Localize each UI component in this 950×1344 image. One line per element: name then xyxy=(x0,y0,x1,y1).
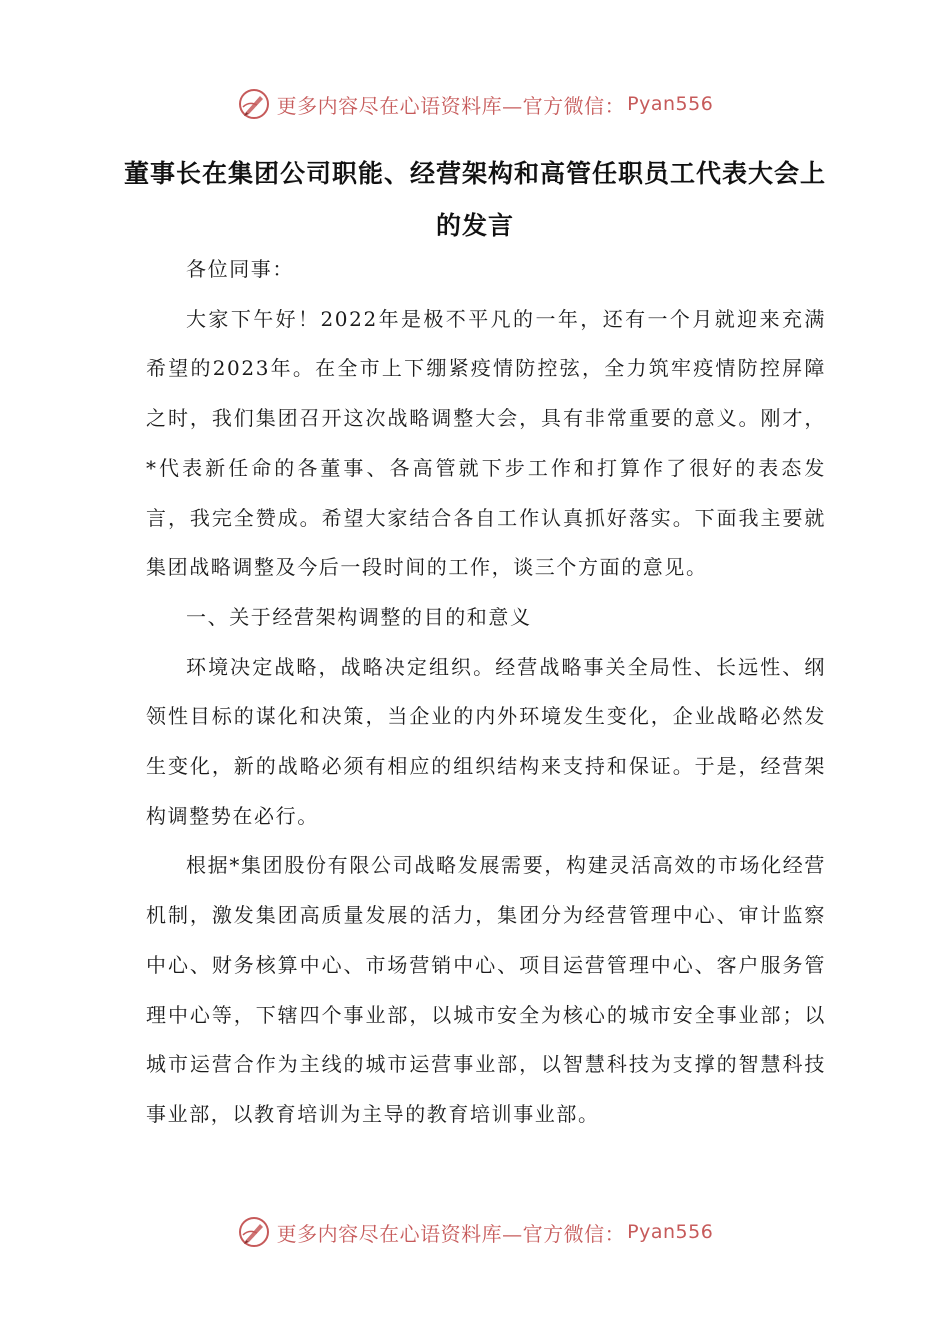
pen-logo-icon xyxy=(237,1215,271,1249)
watermark-wechat-id: Pyan556 xyxy=(627,93,714,115)
salutation-paragraph: 各位同事： xyxy=(186,257,294,281)
footer-watermark xyxy=(0,1212,950,1252)
body-paragraph: 环境决定战略，战略决定组织。经营战略事关全局性、长远性、纲领性目标的谋化和决策，当企业的内外环境发生变化，企业战略必然发生变化，新的战略必须有相应的组织结构来支持和保证。于是，经营架构调整势在必行。 xyxy=(146,654,826,828)
body-paragraph: 大家下午好！2022年是极不平凡的一年，还有一个月就迎来充满希望的2023年。在全市上下绷紧疫情防控弦，全力筑牢疫情防控屏障之时，我们集团召开这次战略调整大会，具有非常重要的意义。刚才，*代表新任命的各董事、各高管就下步工作和打算作了很好的表态发言，我完全赞成。希望大家结合各自工作认真抓好落实。下面我主要就集团战略调整及今后一段时间的工作，谈三个方面的意见。 xyxy=(146,306,826,580)
pen-logo-icon xyxy=(237,87,271,121)
body-paragraph: 根据*集团股份有限公司战略发展需要，构建灵活高效的市场化经营机制，激发集团高质量发展的活力，集团分为经营管理中心、审计监察中心、财务核算中心、市场营销中心、项目运营管理中心、客户服务管理中心等，下辖四个事业部，以城市安全为核心的城市安全事业部；以城市运营合作为主线的城市运营事业部，以智慧科技为支撑的智慧科技事业部，以教育培训为主导的教育培训事业部。 xyxy=(146,853,826,1126)
document-title: 董事长在集团公司职能、经营架构和高管任职员工代表大会上的发言 xyxy=(123,159,826,240)
watermark-text: 更多内容尽在心语资料库—官方微信： xyxy=(276,93,626,118)
document-body xyxy=(146,245,826,1140)
watermark-text: 更多内容尽在心语资料库—官方微信： xyxy=(276,1221,626,1246)
watermark-wechat-id: Pyan556 xyxy=(627,1221,714,1243)
header-watermark xyxy=(0,84,950,124)
section-heading: 一、关于经营架构调整的目的和意义 xyxy=(186,604,532,629)
